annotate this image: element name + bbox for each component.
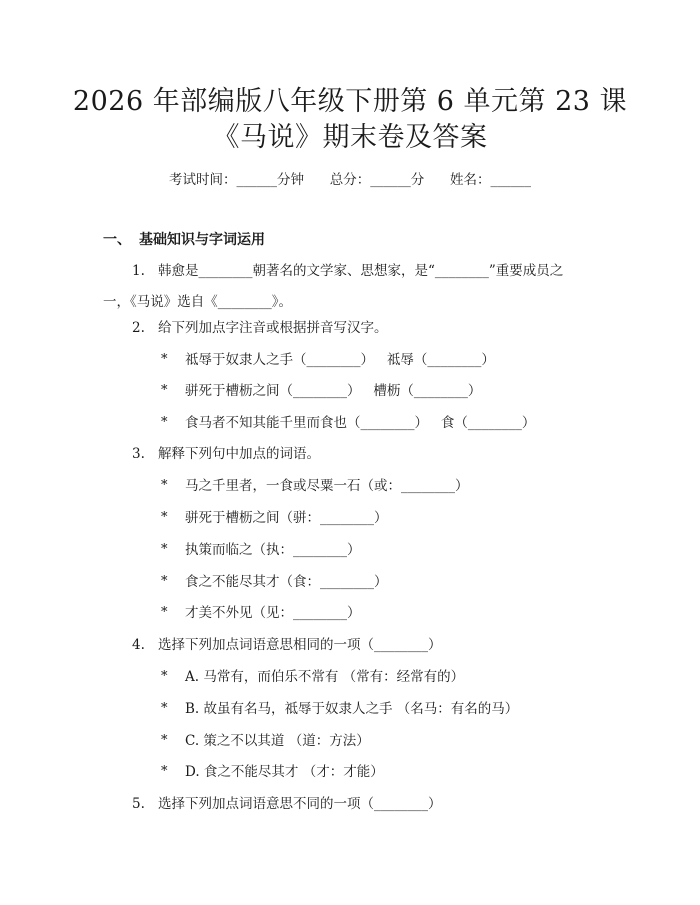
bullet-marker: * <box>161 669 168 684</box>
question-5-text: 选择下列加点词语意思不同的一项（________） <box>158 796 442 812</box>
section-number: 一、 <box>103 232 131 248</box>
bullet-marker: * <box>161 352 168 367</box>
question-3-item-2: 骈死于槽枥之间（骈：________） <box>185 510 388 526</box>
question-3-item-4: 食之不能尽其才（食：________） <box>185 574 388 590</box>
question-3-item-1: 马之千里者，一食或尽粟一石（或：________） <box>185 478 469 494</box>
question-3-number: 3. <box>132 446 145 462</box>
bullet-marker: * <box>161 605 168 620</box>
question-2-item-2: 骈死于槽枥之间（________） 槽枥（________） <box>185 383 482 399</box>
question-3-item-3: 执策而临之（执：________） <box>185 542 361 558</box>
question-2-number: 2. <box>132 320 145 336</box>
question-2-item-3: 食马者不知其能千里而食也（________） 食（________） <box>185 415 536 431</box>
question-4-number: 4. <box>132 637 145 653</box>
question-4-option-d: D. 食之不能尽其才 （才：才能） <box>185 764 384 780</box>
page-title-line-1: 2026 年部编版八年级下册第 6 单元第 23 课 <box>72 86 628 117</box>
bullet-marker: * <box>161 542 168 557</box>
bullet-marker: * <box>161 510 168 525</box>
bullet-marker: * <box>161 701 168 716</box>
bullet-marker: * <box>161 574 168 589</box>
bullet-marker: * <box>161 415 168 430</box>
bullet-marker: * <box>161 764 168 779</box>
exam-meta-info: 考试时间：______分钟 总分：______分 姓名：______ <box>169 172 531 188</box>
bullet-marker: * <box>161 383 168 398</box>
question-1-number: 1. <box>132 263 145 279</box>
question-3-item-5: 才美不外见（见：________） <box>185 605 361 621</box>
question-3-text: 解释下列句中加点的词语。 <box>158 446 320 462</box>
question-1-text-line-1: 韩愈是________朝著名的文学家、思想家，是“________”重要成员之 <box>158 263 564 279</box>
section-heading <box>103 229 265 249</box>
bullet-marker: * <box>161 733 168 748</box>
question-4-option-c: C. 策之不以其道 （道：方法） <box>185 733 370 749</box>
question-2-text: 给下列加点字注音或根据拼音写汉字。 <box>158 320 388 336</box>
question-4-text: 选择下列加点词语意思相同的一项（________） <box>158 637 442 653</box>
question-4-option-a: A. 马常有，而伯乐不常有 （常有：经常有的） <box>185 669 465 685</box>
question-5-number: 5. <box>132 796 145 812</box>
question-4-option-b: B. 故虽有名马，祗辱于奴隶人之手 （名马：有名的马） <box>185 701 519 717</box>
question-1-text-line-2: 一，《马说》选自《________》。 <box>103 294 292 310</box>
question-2-item-1: 祗辱于奴隶人之手（________） 祗辱（________） <box>185 352 495 368</box>
section-title: 基础知识与字词运用 <box>139 232 265 248</box>
bullet-marker: * <box>161 478 168 493</box>
page-title-line-2: 《马说》期末卷及答案 <box>212 122 488 153</box>
